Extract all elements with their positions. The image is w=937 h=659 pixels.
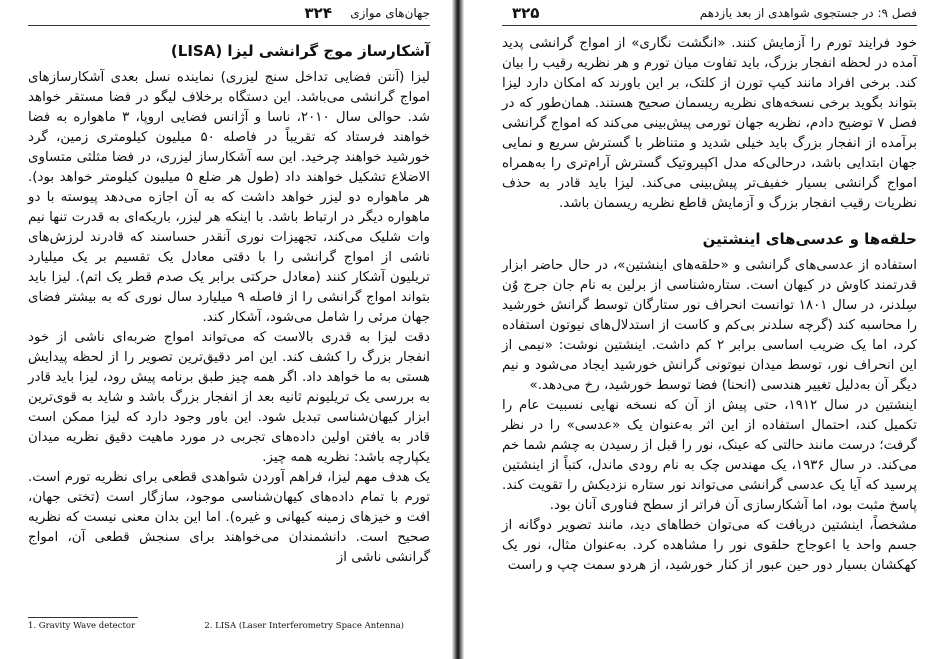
right-paragraph-4: مشخصاً، اینشتین دریافت که می‌توان خطاهای دید، مانند تصویر دوگانه از جسم واحد یا اعوجاج حلقوی نور را مشاهده کرد. به‌عنوان مثال، نور یک کهکشان بسیار دور حین عبور از کنار خورشید، از هردو سمت چپ و راست	[502, 518, 917, 573]
right-paragraph-2: استفاده از عدسی‌های گرانشی و «حلقه‌های اینشتین»، در حال حاضر ابزار قدرتمند کاوش در کیهان است. ستاره‌شناسی از برلین به نام جان جرج وُن سِلدنر، در سال ۱۸۰۱ توانست انحراف نور ستارگان توسط گرانش خورشید را محاسبه کند (گرچه سلدنر بی‌کم و کاست از استدلال‌های نیوتون استفاده کرد، اما یک ضریب اساسی برابر ۲ کم داشت. اینشتین نوشت: «نیمی از این انحراف نور، توسط میدان نیوتونی گرانش خورشید ایجاد می‌شود و نیم دیگر آن به‌دلیل تغییر هندسی (انحنا) فضا توسط خورشید، رخ می‌دهد.»	[502, 258, 918, 393]
left-paragraph-3: یک هدف مهم لیزا، فراهم آوردن شواهدی قطعی برای نظریه تورم است. تورم با تمام داده‌های کیهان‌شناسی موجود، سازگار است (تختی جهان، افت و خیزهای زمینه کیهانی و غیره). اما این بدان معنی نیست که نظریه صحیح است. دانشمندان می‌خواهند برای سنجش قطعی آن، امواج گرانشی ناشی از	[28, 470, 430, 565]
right-running-head	[462, 2, 937, 24]
footnote-2: 2. LISA (Laser Interferometry Space Antenna)	[204, 621, 404, 631]
right-paragraph-3: اینشتین در سال ۱۹۱۲، حتی پیش از آن که نسخه نهایی نسبیت عام را تکمیل کند، احتمال استفاده از این اثر به‌عنوان یک «عدسی» را در نظر گرفت؛ درست مانند حالتی که عینک، نور را قبل از رسیدن به چشم شما خم می‌کند. در سال ۱۹۳۶، یک مهندس چک به نام رودی ماندل، کتباً از اینشتین پرسید که آیا یک عدسی گرانشی می‌تواند نور ستاره نزدیکش را تقویت کند. پاسخ مثبت بود، اما آشکارسازی آن فراتر از سطح فناوری آنان بود.	[502, 398, 917, 513]
right-body	[502, 34, 917, 576]
right-paragraph-1: خود فرایند تورم را آزمایش کنند. «انگشت نگاری» از امواج گرانشی پدید آمده در لحظه انفجار بزرگ، باید تفاوت میان تورم و هر نظریه رقیب را بیان کند. برخی افراد مانند کیپ تورن از کلتک، بر این باورند که امکان دارد لیزا بتواند بگوید برخی نسخه‌های نظریه ریسمان صحیح هستند. همان‌طور که در فصل ۷ توضیح دادم، نظریه جهان تورمی پیش‌بینی می‌کند که امواج گرانشی برآمده از انفجار بزرگ باید خیلی شدید و متناظر با گسترش سریع و نمایی جهان ابتدایی باشد، درحالی‌که مدل اکپیروتیک گسترش آرام‌تری را به‌همراه امواج گرانشی بسیار خفیف‌تر پیش‌بینی می‌کند. لیزا باید قادر به حذف نظریات رقیب انفجار بزرگ و آزمایش قاطع نظریه ریسمان باشد.	[502, 36, 917, 211]
left-paragraph-1: لیزا (آنتن فضایی تداخل سنج لیزری) نماینده نسل بعدی آشکارسازهای امواج گرانشی می‌باشد. این دستگاه برخلاف لیگو در فضا مستقر خواهد شد. حوالی سال ۲۰۱۰، ناسا و آژانس فضایی اروپا، ۳ ماهواره به فضا خواهند فرستاد که تقریباً در فاصله ۵۰ میلیون کیلومتری زمین، گرد خورشید خواهند چرخید. این سه آشکارساز لیزری، در فضا مثلثی متساوی الاضلاع تشکیل خواهند داد (طول هر ضلع ۵ میلیون کیلومتر خواهد بود). هر ماهواره دو لیزر خواهد داشت که به آن اجازه می‌دهد پیوسته با دو ماهواره دیگر در ارتباط باشد. با اینکه هر لیزر، باریکه‌ای به قدرت تنها نیم وات شلیک می‌کند، تجهیزات نوری آنقدر حساسند که قادرند لرزش‌های ناشی از امواج گرانشی را با دقتی معادل یک تقسیم بر یک میلیارد تریلیون آشکار کنند (معادل حرکتی برابر یک صدم قطر یک اتم). لیزا باید بتواند امواج گرانشی را از فاصله ۹ میلیارد سال نوری که به بیشتر فضای جهان مرئی را شامل می‌شود، آشکار کند.	[28, 70, 430, 325]
footnote-rule	[28, 617, 138, 618]
left-section-heading: آشکارساز موج گرانشی لیزا (LISA)	[170, 42, 430, 60]
right-page	[462, 0, 937, 659]
right-running-title: فصل ۹: در جستجوی شواهدی از بعد یازدهم	[699, 6, 917, 20]
left-paragraph-2: دقت لیزا به قدری بالاست که می‌تواند امواج ضربه‌ای ناشی از خود انفجار بزرگ را کشف کند. این امر دقیق‌ترین تصویر را از لحظه پیدایش هستی به ما خواهد داد. اگر همه چیز طبق برنامه پیش رود، لیزا باید قادر به بررسی یک تریلیونم ثانیه بعد از انفجار بزرگ باشد و شاید به قوی‌ترین ابزار کیهان‌شناسی تبدیل شود. این باور وجود دارد که لیزا ممکن است قادر به یافتن اولین داده‌های تجربی در مورد ماهیت دقیق نظریه میدان یکپارچه باشد: نظریه همه چیز.	[28, 330, 430, 465]
left-body	[28, 34, 430, 568]
right-section-heading: حلقه‌ها و عدسی‌های اینشتین	[702, 230, 917, 248]
left-page	[0, 0, 454, 659]
left-running-head	[0, 2, 454, 24]
left-running-title: جهان‌های موازی	[350, 6, 430, 20]
right-head-rule	[502, 25, 917, 26]
left-head-rule	[28, 25, 430, 26]
left-page-number: ۳۲۴	[304, 4, 332, 22]
right-page-number: ۳۲۵	[512, 4, 540, 22]
footnote-1: 1. Gravity Wave detector	[28, 621, 136, 631]
footnotes	[28, 621, 404, 631]
